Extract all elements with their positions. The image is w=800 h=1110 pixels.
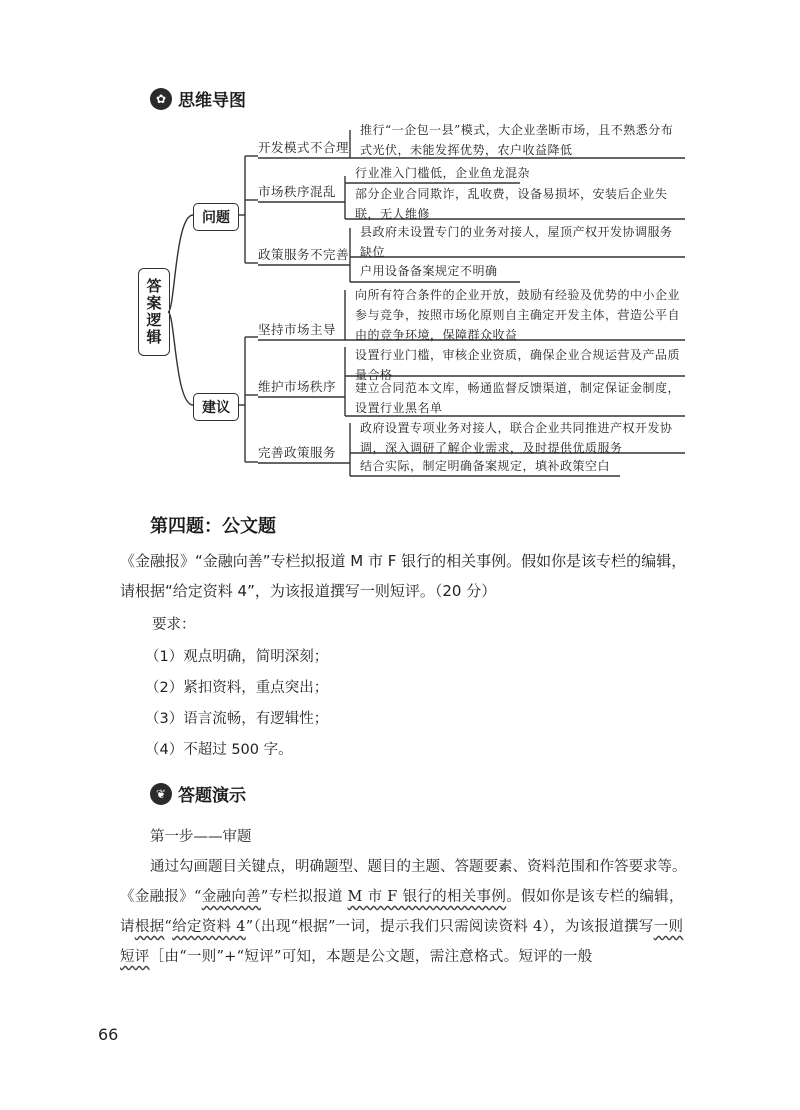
requirement-item: （4）不超过 500 字。	[145, 742, 293, 758]
requirements-label: 要求：	[152, 617, 196, 633]
leaf-item: 推行“一企包一县”模式，大企业垄断市场，且不熟悉分布式光伏，未能发挥优势，农户收益降低	[360, 123, 674, 157]
mindmap-header-label: 思维导图	[178, 91, 246, 111]
demo-header	[150, 781, 246, 806]
question-title: 第四题：公文题	[150, 516, 276, 537]
flower-icon: ✿	[150, 88, 172, 110]
p2-seg: 。假如你是该专栏的编辑，请	[120, 889, 684, 935]
leaf-item: 户用设备备案规定不明确	[360, 264, 498, 278]
sprout-icon: ❦	[150, 783, 172, 805]
leaf-item: 行业准入门槛低，企业鱼龙混杂	[355, 166, 531, 180]
demo-step: 第一步——审题	[150, 829, 252, 845]
child-market-lead: 坚持市场主导	[258, 322, 337, 337]
p2-seg: 根据	[134, 919, 165, 935]
child-maintain-order: 维护市场秩序	[258, 379, 337, 394]
requirement-item: （2）紧扣资料，重点突出；	[145, 680, 329, 696]
leaf-item: 县政府未设置专门的业务对接人，屋顶产权开发协调服务缺位	[360, 225, 673, 259]
p2-seg: ”（出现“根据”一词，提示我们只需阅读资料 4），为该报道撰写	[245, 919, 654, 935]
child-dev-mode: 开发模式不合理	[258, 140, 350, 155]
leaf-item: 建立合同范本文库，畅通监督反馈渠道，制定保证金制度，设置行业黑名单	[355, 381, 681, 415]
p2-seg: 给定资料 4	[172, 919, 246, 935]
requirement-item: （3）语言流畅，有逻辑性；	[145, 711, 329, 727]
p2-seg: M 市 F 银行的相关事例	[347, 889, 507, 905]
branch-suggestion: 建议	[193, 393, 239, 421]
mindmap-root: 答案逻辑	[138, 268, 170, 356]
p2-seg: 一则短评	[120, 919, 684, 965]
p2-seg: 《金融报》“	[120, 889, 202, 905]
child-policy-service: 政策服务不完善	[258, 247, 350, 262]
branch-problem: 问题	[193, 203, 239, 231]
leaf-item: 部分企业合同欺诈，乱收费，设备易损坏，安装后企业失联，无人维修	[355, 187, 668, 221]
leaf-item: 设置行业门槛，审核企业资质，确保企业合规运营及产品质量合格	[355, 348, 681, 382]
question-intro-line1: 《金融报》“金融向善”专栏拟报道 M 市 F 银行的相关事例。假如你是该专栏的编辑，	[120, 552, 687, 570]
requirement-item: （1）观点明确，简明深刻；	[145, 649, 329, 665]
demo-header-label: 答题演示	[178, 786, 246, 806]
demo-p1: 通过勾画题目关键点，明确题型、题目的主题、答题要素、资料范围和作答要求等。	[150, 859, 687, 875]
requirements-list	[145, 642, 328, 766]
p2-seg: 金融向善	[201, 889, 261, 905]
p2-seg: ”专栏拟报道	[260, 889, 348, 905]
leaf-item: 政府设置专项业务对接人，联合企业共同推进产权开发协调，深入调研了解企业需求，及时提供优质服务	[360, 421, 673, 455]
child-market-chaos: 市场秩序混乱	[258, 184, 337, 199]
demo-p2	[120, 882, 695, 972]
page-number: 66	[98, 1025, 119, 1044]
p2-seg: ［由“一则”+“短评”可知，本题是公文题，需注意格式。短评的一般	[149, 949, 593, 965]
leaf-item: 向所有符合条件的企业开放，鼓励有经验及优势的中小企业参与竞争，按照市场化原则自主确定开发主体，营造公平自由的竞争环境，保障群众收益	[355, 288, 681, 342]
leaf-item: 结合实际，制定明确备案规定，填补政策空白	[360, 459, 611, 473]
p2-seg: “	[164, 919, 173, 935]
child-improve-policy: 完善政策服务	[258, 445, 337, 460]
question-intro-line2: 请根据“给定资料 4”，为该报道撰写一则短评。（20 分）	[120, 582, 497, 600]
